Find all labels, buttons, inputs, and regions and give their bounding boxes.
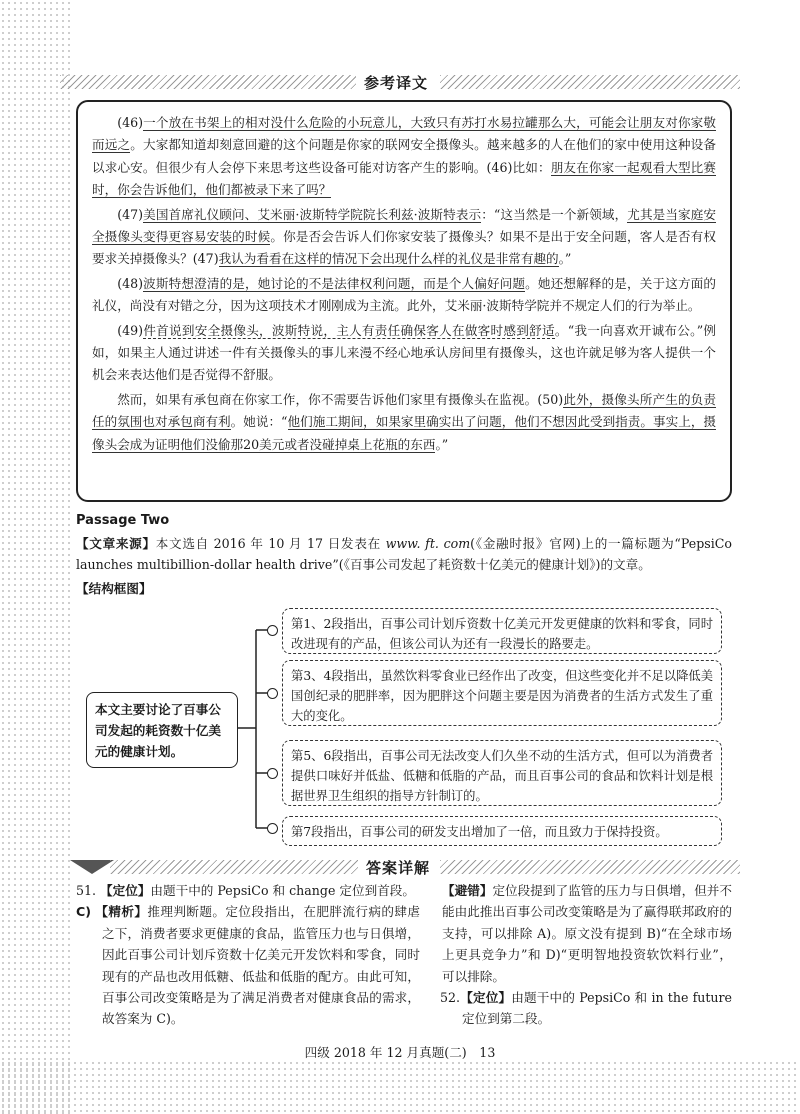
- answers-right-column: [432, 880, 732, 1030]
- translation-segment: 一个放在书架上的相对没什么危险的小玩意儿，大致只有苏打水易拉罐那么大，可能会让朋友对你家敬而远之: [92, 115, 716, 153]
- translation-paragraph-5: [92, 389, 716, 456]
- translation-segment: 。她说：“: [230, 414, 288, 430]
- translation-segment: 他们施工期间，如果家里确实出了问题，他们不想因此受到指责: [287, 414, 641, 430]
- article-source: [76, 533, 732, 575]
- structure-summary: 本文主要讨论了百事公司发起的耗资数十亿美元的健康计划。: [86, 692, 238, 768]
- translation-paragraph-1: [92, 112, 716, 202]
- translation-segment: 尤其是当家庭安全摄像头变得更容易安装的时候: [92, 206, 716, 245]
- answers-header-triangle: [70, 860, 114, 874]
- q52-location-label: 【定位】: [460, 990, 512, 1006]
- answers-hatch-right: [440, 860, 740, 874]
- translation-segment: 。”: [435, 436, 449, 452]
- structure-node-2: 第3、4段指出，虽然饮料零食业已经作出了改变，但这些变化并不足以降低美国创纪录的肥胖率，因为肥胖这个问题主要是因为消费者的生活方式发生了重大的变化。: [282, 660, 722, 726]
- translation-segment: 。大家都知道却刻意回避的这个问题是你家的联网安全摄像头。越来越多的人在他们的家中使用这种设备以求心安。但很少有人会停下来思考这些设备可能对访客产生的影响。(46)比如：: [92, 137, 717, 175]
- connector-dot-2: [267, 688, 278, 699]
- passage-title: Passage Two: [76, 513, 170, 528]
- translation-segment: 我认为看看在这样的情况下会出现什么样的礼仪是非常有趣的: [218, 251, 559, 267]
- translation-segment: 。”: [558, 251, 572, 267]
- q51-analysis: [76, 901, 420, 1029]
- translation-paragraph-2: [92, 204, 716, 271]
- structure-node-3: 第5、6段指出，百事公司无法改变人们久坐不动的生活方式，但可以为消费者提供口味好并低盐、低糖和低脂的产品，而且百事公司的食品和饮料计划是根据世界卫生组织的指导方针制订的。: [282, 740, 722, 806]
- translation-segment: 。你是否会告诉人们你家安装了摄像头？如果不是出于安全问题，客人是否有权要求关掉摄像头？(47): [92, 229, 717, 267]
- structure-node-1: 第1、2段指出，百事公司计划斥资数十亿美元开发更健康的饮料和零食，同时改进现有的产品，但该公司认为还有一段漫长的路要走。: [282, 608, 722, 654]
- connector-dot-4: [267, 823, 278, 834]
- source-text-a: 本文选自 2016 年 10 月 17 日发表在: [155, 536, 386, 551]
- page-footer: 四级 2018 年 12 月真题(二) 13: [304, 1045, 496, 1060]
- structure-label: 【结构框图】: [76, 581, 152, 596]
- translation-segment: 美国首席礼仪顾问、艾米丽·波斯特学院院长利兹·波斯特表示: [143, 206, 482, 222]
- q51-analysis-label: 【精析】: [95, 904, 148, 920]
- answers-hatch-left: [110, 860, 360, 874]
- source-text-b: (《金融时报》官网)上的一篇标题为“PepsiCo launches multibillion-dollar health drive”(《百事公司发起了耗资数十亿美元的健康计划》)的文章。: [76, 536, 732, 572]
- translation-box: [76, 100, 732, 502]
- structure-node-4: 第7段指出，百事公司的研发支出增加了一倍，而且致力于保持投资。: [282, 816, 722, 846]
- translation-segment: 件首说到安全摄像头，波斯特说，主人有责任确保客人在做客时感到舒适: [143, 322, 555, 338]
- dotted-background-left: [0, 0, 70, 1114]
- translation-segment: 。事实上，摄像头会成为证明他们没偷那20美元或者没碰掉桌上花瓶的东西: [92, 414, 717, 452]
- translation-segment: 然而，如果有承包商在你家工作，你不需要告诉他们家里有摄像头在监视。(50): [117, 391, 564, 407]
- translation-segment: 。“我一向喜欢开诚布公。”例如，如果主人通过讲述一件有关摄像头的事儿来漫不经心地承认房间里有摄像头，这也许就足够为客人提供一个机会来表达他们是否觉得不舒服。: [92, 322, 717, 383]
- q52-number: 52.: [440, 990, 461, 1006]
- answers-title: 答案详解: [358, 857, 438, 878]
- connector-dot-1: [267, 625, 278, 636]
- connector-dot-3: [267, 768, 278, 779]
- q51-answer: C): [76, 904, 91, 920]
- header-hatch-right: [440, 75, 740, 89]
- translation-paragraph-3: [92, 273, 716, 318]
- translation-segment: 波斯特想澄清的是，她讨论的不是法律权利问题，而是个人偏好问题: [143, 275, 526, 291]
- translation-segment: ：“这当然是一个新领域，: [481, 206, 628, 222]
- translation-segment: (48): [117, 275, 144, 291]
- page-title: 参考译文: [356, 72, 436, 93]
- translation-segment: 此外，摄像头所产生的负责任的氛围也对承包商有利: [92, 391, 717, 430]
- translation-segment: 朋友在你家一起观看大型比赛时，你会告诉他们，他们都被录下来了吗？: [92, 159, 716, 198]
- answers-left-column: [76, 880, 420, 1030]
- q52-location-text: 由题干中的 PepsiCo 和 in the future 定位到第二段。: [462, 990, 733, 1027]
- trap-label: 【避错】: [442, 883, 493, 898]
- q51-location: [76, 880, 420, 901]
- q51-location-text: 由题干中的 PepsiCo 和 change 定位到首段。: [150, 883, 415, 898]
- translation-segment: (46): [117, 115, 144, 130]
- translation-paragraph-4: [92, 320, 716, 387]
- q51-number: 51.: [76, 883, 97, 898]
- translation-segment: 。她还想解释的是，关于这方面的礼仪，尚没有对错之分，因为这项技术才刚刚成为主流。此外，艾米丽·波斯特学院并不规定人们的行为举止。: [92, 275, 717, 314]
- trap-text: 定位段提到了监管的压力与日俱增，但并不能由此推出百事公司改变策略是为了赢得联邦政府的支持，可以排除 A)。原文没有提到 B)“在全球市场上更具竞争力”和 D)“更明智地投资软饮料行业”，可以排除。: [442, 883, 732, 984]
- dotted-background-bottom: [0, 1060, 800, 1114]
- q52-location: [432, 987, 732, 1030]
- source-site: www. ft. com: [385, 536, 471, 551]
- trap-note: [432, 880, 732, 987]
- q51-location-label: 【定位】: [100, 883, 151, 898]
- source-label: 【文章来源】: [76, 536, 156, 551]
- translation-segment: (47): [117, 206, 144, 222]
- translation-segment: (49): [117, 322, 144, 338]
- header-hatch-left: [60, 75, 360, 89]
- q51-analysis-text: 推理判断题。定位段指出，在肥胖流行病的肆虐之下，消费者要求更健康的食品，监管压力也与日俱增，因此百事公司计划斥资数十亿美元开发饮料和零食，同时现有的产品也改用低糖、低盐和低脂的配方。由此可知，百事公司改变策略是为了满足消费者对健康食品的需求，故答案为 C)。: [102, 904, 421, 1027]
